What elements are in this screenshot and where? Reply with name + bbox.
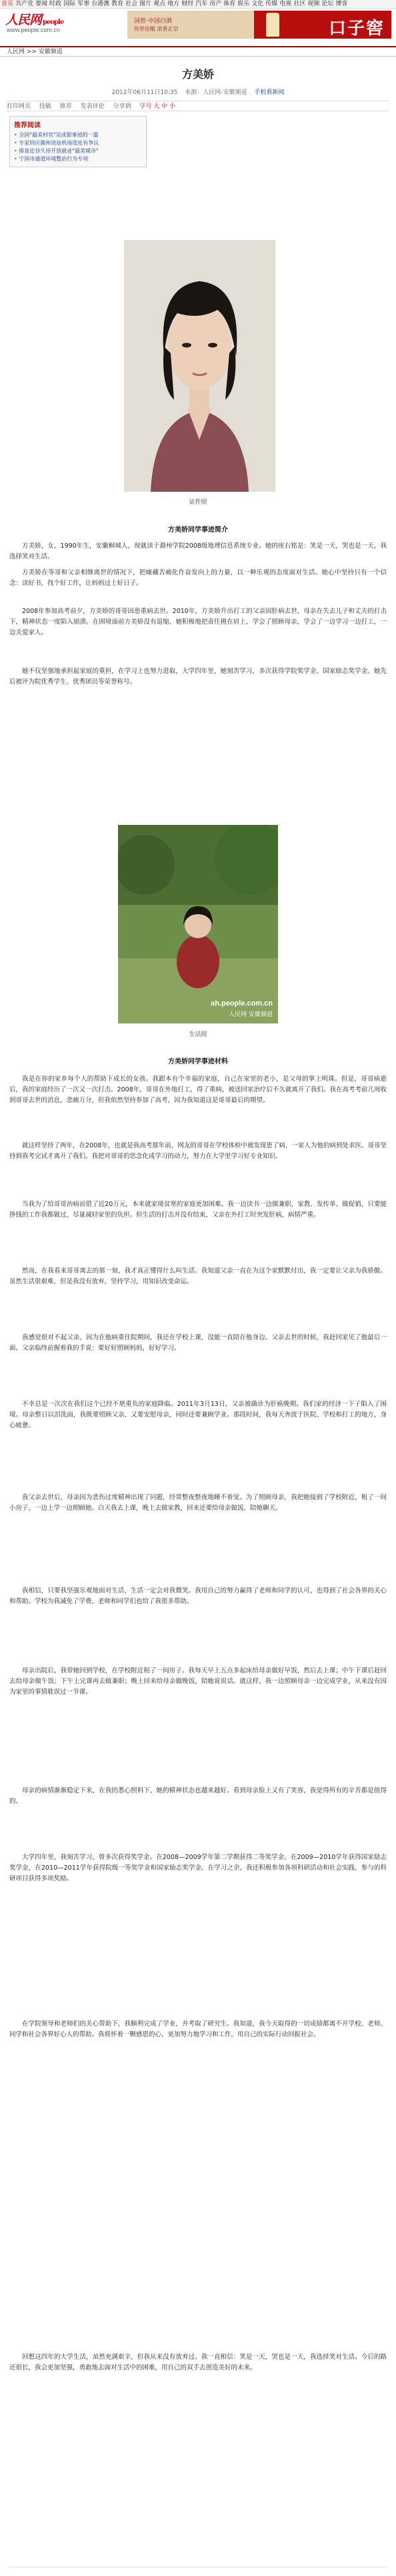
nav-link[interactable]: 台港澳 xyxy=(91,1,110,7)
nav-link[interactable]: 国际 xyxy=(63,1,76,7)
nav-link[interactable]: 房产 xyxy=(209,1,222,7)
paragraph: 就这样坚持了两年，在2008年，也就是我高考那年前，网友的哥哥在学校体检中被发现患了病，一家人为他的病到处求医。哥哥坚持到我考完试才离开了我们。我把对哥哥的思念化成学习的动力，努力在大学里学习好专业知识。 xyxy=(9,1142,387,1160)
paragraph: 方美娇，女，1990年生，安徽桐城人，现就读于滁州学院2008级地理信息系统专业。她的座右铭是：笑是一天，哭也是一天，我选择笑对生活。 xyxy=(9,542,387,560)
article-meta xyxy=(0,87,396,96)
nav-link[interactable]: 要闻 xyxy=(35,1,48,7)
nav-link[interactable]: 社区 xyxy=(293,1,306,7)
paragraph: 回想这四年的大学生活，虽然充满艰辛，但我从来没有放弃过。我一直相信：笑是一天，哭也是一天，我选择笑对生活。今后的路还很长，我会更加坚强，勇敢地去面对生活中的困难，用自己的双手去创造美好的未来。 xyxy=(9,2353,387,2371)
nav-link[interactable]: 论坛 xyxy=(321,1,334,7)
recommended-reading-box xyxy=(9,116,147,167)
tool-share[interactable]: 分享到 xyxy=(113,103,131,110)
nav-link[interactable]: 图片 xyxy=(139,1,152,7)
paragraph: 我相信，只要我坚强乐观地面对生活，生活一定会对我微笑。我用自己的努力赢得了老师和同学的认可，也得到了社会各界的关心和帮助。学校为我减免了学费，老师和同学们也给了我很多帮助。 xyxy=(9,1587,387,1605)
paragraph: 不幸总是一次次在我们这个已经不堪重负的家庭降临。2011年3月13日，父亲被确诊为肝癌晚期。我们家的经济一下子陷入了困境。母亲整日以泪洗面，我既要照顾父亲，又要安慰母亲，同时还要兼顾学业。那段时间，我每天奔波于医院、学校和打工的地方，身心疲惫。 xyxy=(9,1401,387,1429)
tool-submit[interactable]: 投稿 xyxy=(39,103,51,110)
nav-link[interactable]: 地方 xyxy=(167,1,180,7)
logo-text: 人民网 xyxy=(5,13,42,27)
recommended-link[interactable]: • 排查论谷久待开放就业"最美城市" xyxy=(14,147,142,155)
bottle-image xyxy=(266,13,279,37)
nav-link[interactable]: 教育 xyxy=(111,1,124,7)
nav-link[interactable]: 首页 xyxy=(1,1,14,7)
id-photo xyxy=(124,240,275,492)
nav-link[interactable]: 电视 xyxy=(279,1,292,7)
paragraph: 然而，在我看来哥哥离去的那一刻，我才真正懂得什么叫生活。我知道父亲一直在为这个家默默付出，我一定要让父亲为我骄傲。虽然生活很艰难，但是我没有放弃，坚持学习，用知识改变命运。 xyxy=(9,1267,387,1285)
tool-comment[interactable]: 发表评论 xyxy=(80,103,105,110)
advertisement-banner[interactable] xyxy=(127,11,391,39)
recommended-link[interactable]: • 专家回应滁州进站机场选址有争议 xyxy=(14,139,142,147)
mobile-news-link[interactable]: 手机看新闻 xyxy=(254,89,285,96)
nav-link[interactable]: 观点 xyxy=(153,1,166,7)
nav-link[interactable]: 军事 xyxy=(77,1,90,7)
nav-link[interactable]: 财经 xyxy=(181,1,194,7)
section1-heading: 方美娇同学事迹简介 xyxy=(168,526,228,534)
nav-link[interactable]: 时政 xyxy=(49,1,62,7)
paragraph: 母亲的病情渐渐稳定下来，在我的悉心照料下，她的精神状态也越来越好。看到母亲脸上又有了笑容，我觉得所有的辛苦都是值得的。 xyxy=(9,1787,387,1805)
banner-line1: 国窖·中国白酒 xyxy=(134,18,172,25)
photo1-caption: 证件照 xyxy=(189,499,207,506)
tool-recommend[interactable]: 推荐 xyxy=(59,103,72,110)
logo-url: www.people.com.cn xyxy=(7,27,61,33)
recommended-link[interactable]: • 宁国市通道环境整治行为专项 xyxy=(14,155,142,163)
paragraph: 大学四年里，我刻苦学习，曾多次获得奖学金。在2008—2009学年第二学期获得二等奖学金，在2009—2010学年获得国家励志奖学金，在2010—2011学年获得院级一等奖学金和国家励志奖学金。在学习之余，我还积极参加各项科研活动和社会实践，参与的科研项目获得多项奖励。 xyxy=(9,1854,387,1882)
top-navigation xyxy=(0,0,396,9)
paragraph: 2008年参加高考前夕，方美娇的哥哥因患重病去世。2010年，方美娇升出打工的父亲因肝病去世，母亲在失去儿子和丈夫的打击下，精神状态一度陷入崩溃。在困境面前方美娇没有退缩，她积极地把责任挑在肩上，学会了照顾母亲，学会了一边学习一边打工，一边关爱家人。 xyxy=(9,608,387,636)
nav-link[interactable]: 共产党 xyxy=(15,1,34,7)
nav-link[interactable]: 博客 xyxy=(335,1,348,7)
banner-line2: 传世佳酿 浓香正宗 xyxy=(134,26,179,32)
nav-link[interactable]: 视频 xyxy=(307,1,320,7)
nav-link[interactable]: 体育 xyxy=(223,1,236,7)
logo-suffix: people xyxy=(43,19,64,26)
paragraph: 当我为了给哥哥治病而借了近20万元，本来就家境贫寒的家庭更加困难。我一边读书一边做兼职，家教、发传单、做促销，只要能挣钱的工作我都做过，尽量减轻家里的负担。但生活的打击并没有结束，父亲在外打工时突发肝病，病情严重。 xyxy=(9,1201,387,1219)
tool-print[interactable]: 打印网页 xyxy=(7,103,31,110)
banner-brand: 口子窖 xyxy=(328,19,385,39)
nav-link[interactable]: 文化 xyxy=(251,1,264,7)
section2-heading: 方美娇同学事迹材料 xyxy=(168,1058,228,1065)
paragraph: 我感觉很对不起父亲，因为在他病重住院期间，我还在学校上课，没能一直陪在他身边。父亲去世的时候，我赶回家见了他最后一面。父亲临终前握着我的手说：要好好照顾妈妈，好好学习。 xyxy=(9,1334,387,1352)
recommended-link[interactable]: • 全国"最美村官"吴成银事迹的一篇 xyxy=(14,131,142,139)
nav-link[interactable]: 传媒 xyxy=(265,1,278,7)
nav-link[interactable]: 汽车 xyxy=(195,1,208,7)
article-date: 2012年06月11日10:35 xyxy=(111,89,178,96)
article-title: 方美娇 xyxy=(181,68,214,81)
article-toolbar xyxy=(7,101,389,111)
paragraph: 我父亲去世后，母亲因为悲伤过度精神出现了问题，经常整夜整夜地睡不着觉。为了照顾母亲，我把她接到了学校附近，租了一间小房子，一边上学一边照顾她。白天我去上课，晚上去做家教，回来还要给母亲做饭、陪她聊天。 xyxy=(9,1494,387,1512)
watermark-url: ah.people.com.cn xyxy=(211,999,273,1007)
life-photo xyxy=(118,825,278,1023)
paragraph: 她不仅坚强地承担起家庭的重担，在学习上也努力进取，大学四年里，她刻苦学习，多次获得学院奖学金、国家励志奖学金。她先后被评为院优秀学生、优秀团员等荣誉称号。 xyxy=(9,668,387,686)
paragraph: 我是在你的家乡每个人的帮助下成长的女孩。我跟本有个幸福的家庭，自己在家里的老小，是父母的掌上明珠。但是，哥哥病逝后，我的家庭经历了一次又一次打击。2008年，哥哥在外地打工，得了重病，被送回家治疗后不久就离开了我们。我在高考考前几周收到哥哥去世的消息，悲痛万分，但我依然坚持参加了高考，因为我知道这是哥哥最后的期望。 xyxy=(9,1075,387,1104)
nav-link[interactable]: 娱乐 xyxy=(237,1,250,7)
paragraph: 在学院领导和老师们的关心帮助下，我顺利完成了学业，并考取了研究生。我知道，我今天取得的一切成绩都离不开学校、老师、同学和社会各界好心人的帮助。我将怀着一颗感恩的心，更加努力地学习和工作，用自己的实际行动回报社会。 xyxy=(9,2020,387,2038)
site-header xyxy=(0,9,396,42)
paragraph: 母亲出院后，我带她回到学校，在学校附近租了一间房子。我每天早上五点多起床给母亲做好早饭，然后去上课；中午下课后赶回去给母亲做午饭；下午上完课再去做兼职；晚上回来给母亲做晚饭，陪她说说话。就这样，我一边照顾母亲一边完成学业，从来没有因为家里的事情耽误过一节课。 xyxy=(9,1667,387,1696)
watermark-label: 人民网 安徽频道 xyxy=(229,1011,273,1018)
banner-left-panel xyxy=(127,11,254,39)
life-photo-illustration xyxy=(118,825,278,1023)
article-source[interactable]: 来源：人民网-安徽频道 xyxy=(185,89,247,96)
recommended-heading: 推荐阅读 xyxy=(14,122,41,129)
photo2-caption: 生活照 xyxy=(189,1031,207,1038)
site-logo[interactable] xyxy=(5,10,63,28)
nav-link[interactable]: 社会 xyxy=(125,1,138,7)
font-size-switch[interactable]: 字号 大 中 小 xyxy=(139,103,176,110)
paragraph: 方美娇在等哥和父亲相继离世的情况下，把痛藏苦痛化作奋发向上的力量，以一种乐观的态度面对生活。她心中坚持只有一个信念：读好书，找个好工作，让妈妈过上好日子。 xyxy=(9,569,387,587)
portrait-illustration xyxy=(124,240,275,492)
breadcrumb[interactable]: 人民网 >> 安徽频道 xyxy=(0,46,396,57)
